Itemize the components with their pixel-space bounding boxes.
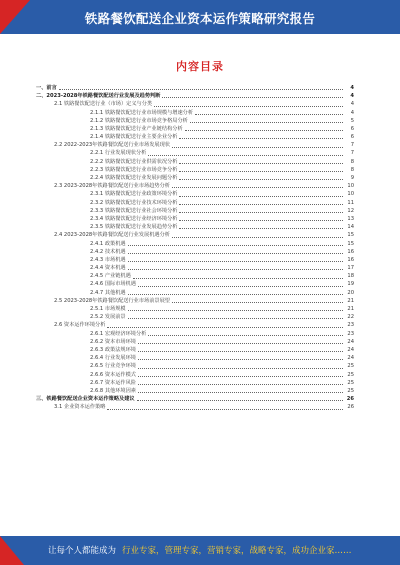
toc-entry[interactable] <box>36 330 354 338</box>
toc-entry-label: 2.4 2023-2028年铁路餐饮配送行业发展机遇分析 <box>54 232 170 239</box>
toc-entry[interactable] <box>36 387 354 395</box>
toc-entry-label: 2.5.2 发展前景 <box>90 314 126 321</box>
toc-entry-label: 2.2 2022-2023年铁路餐饮配送行业市场发展现状 <box>54 142 170 149</box>
toc-leader-dots <box>195 114 343 115</box>
toc-entry-label: 2.1.2 铁路餐饮配送行业市场竞争格局分析 <box>90 117 188 124</box>
toc-entry-label: 2.2.2 铁路餐饮配送行业供需状况分析 <box>90 158 178 165</box>
toc-leader-dots <box>179 212 343 213</box>
toc-leader-dots <box>154 106 343 107</box>
toc-entry-page: 11 <box>347 199 354 206</box>
toc-entry[interactable] <box>36 84 354 92</box>
toc-entry[interactable] <box>36 379 354 387</box>
toc-entry-page: 25 <box>347 379 354 386</box>
toc-entry[interactable] <box>36 231 354 239</box>
toc-entry[interactable] <box>36 199 354 207</box>
toc-entry[interactable] <box>36 264 354 272</box>
toc-entry[interactable] <box>36 117 354 125</box>
toc-leader-dots <box>59 89 343 90</box>
toc-entry-page: 9 <box>350 175 354 182</box>
toc-leader-dots <box>172 187 343 188</box>
toc-entry-label: 2.2.4 铁路餐饮配送行业发展问题分析 <box>90 175 178 182</box>
toc-entry-label: 2.4.6 国际市场机遇 <box>90 281 136 288</box>
toc-entry[interactable] <box>36 158 354 166</box>
toc-entry[interactable] <box>36 289 354 297</box>
toc-leader-dots <box>133 278 343 279</box>
toc-leader-dots <box>137 400 343 401</box>
table-of-contents <box>36 84 354 412</box>
toc-entry-label: 2.4.1 政策机遇 <box>90 240 126 247</box>
toc-entry-label: 二、2023-2028年铁路餐饮配送行业发展及趋势判断 <box>36 93 161 100</box>
toc-entry[interactable] <box>36 174 354 182</box>
toc-entry[interactable] <box>36 125 354 133</box>
toc-entry[interactable] <box>36 141 354 149</box>
toc-leader-dots <box>138 351 343 352</box>
report-title: 铁路餐饮配送企业资本运作策略研究报告 <box>84 11 316 26</box>
toc-entry-label: 2.4.7 其他机遇 <box>90 289 126 296</box>
toc-entry-label: 2.5.1 市场规模 <box>90 306 126 313</box>
toc-entry[interactable] <box>36 297 354 305</box>
toc-entry-page: 14 <box>347 224 354 231</box>
toc-entry-label: 2.6.5 行业竞争环境 <box>90 363 136 370</box>
toc-entry-page: 18 <box>347 273 354 280</box>
toc-leader-dots <box>138 359 343 360</box>
toc-leader-dots <box>138 286 343 287</box>
toc-leader-dots <box>172 302 343 303</box>
toc-entry[interactable] <box>36 100 354 108</box>
footer-slogan-right: 行业专家，管理专家，营销专家，战略专家，成功企业家…… <box>122 546 352 556</box>
toc-entry-label: 2.6.8 其他环境因素 <box>90 387 136 394</box>
toc-entry[interactable] <box>36 240 354 248</box>
toc-entry-page: 4 <box>350 84 354 91</box>
toc-entry-page: 8 <box>350 158 354 165</box>
toc-entry-page: 4 <box>350 93 354 100</box>
toc-entry[interactable] <box>36 248 354 256</box>
toc-entry-label: 2.6.3 政策法规环境 <box>90 346 136 353</box>
toc-entry-label: 2.4.4 资本机遇 <box>90 265 126 272</box>
toc-leader-dots <box>138 343 343 344</box>
toc-leader-dots <box>162 97 343 98</box>
toc-entry[interactable] <box>36 109 354 117</box>
toc-entry-label: 2.6 资本运作环境分析 <box>54 322 106 329</box>
toc-entry-page: 8 <box>350 166 354 173</box>
toc-leader-dots <box>179 196 343 197</box>
footer-bar <box>0 536 400 565</box>
toc-entry-label: 2.4.5 产业链机遇 <box>90 273 131 280</box>
toc-entry[interactable] <box>36 321 354 329</box>
toc-leader-dots <box>190 122 343 123</box>
toc-entry-label: 2.3.5 铁路餐饮配送行业发展趋势分析 <box>90 224 178 231</box>
toc-leader-dots <box>148 155 343 156</box>
toc-title: 内容目录 <box>176 60 224 73</box>
toc-entry-label: 2.3.3 铁路餐饮配送行业社会环境分析 <box>90 207 178 214</box>
header-bar <box>0 0 400 34</box>
toc-leader-dots <box>179 220 343 221</box>
toc-entry-page: 20 <box>347 289 354 296</box>
toc-entry-label: 2.6.4 行业发展环境 <box>90 355 136 362</box>
toc-entry-page: 6 <box>350 134 354 141</box>
toc-leader-dots <box>138 384 343 385</box>
toc-leader-dots <box>107 409 343 410</box>
toc-leader-dots <box>179 138 343 139</box>
toc-entry[interactable] <box>36 281 354 289</box>
toc-entry-page: 15 <box>347 232 354 239</box>
toc-leader-dots <box>128 245 343 246</box>
toc-entry[interactable] <box>36 133 354 141</box>
footer-red-stripe <box>0 536 24 565</box>
toc-leader-dots <box>179 204 343 205</box>
toc-entry-label: 一、前言 <box>36 84 57 91</box>
toc-entry-label: 2.6.2 资本市场环境 <box>90 338 136 345</box>
toc-entry-page: 24 <box>347 338 354 345</box>
toc-entry-page: 21 <box>347 297 354 304</box>
toc-entry[interactable] <box>36 313 354 321</box>
toc-entry-label: 2.1.1 铁路餐饮配送行业市场规模与增速分析 <box>90 109 194 116</box>
toc-entry[interactable] <box>36 256 354 264</box>
toc-entry[interactable] <box>36 354 354 362</box>
toc-entry-label: 2.2.1 行业发展现状分析 <box>90 150 147 157</box>
toc-leader-dots <box>128 269 343 270</box>
toc-entry-label: 三、铁路餐饮配送企业资本运作策略及建议 <box>36 396 135 403</box>
toc-entry[interactable] <box>36 272 354 280</box>
toc-entry-label: 2.5 2023-2028年铁路餐饮配送行业市场前景展望 <box>54 297 170 304</box>
toc-entry-page: 15 <box>347 240 354 247</box>
toc-entry-page: 7 <box>350 142 354 149</box>
toc-entry-label: 2.6.7 资本运作风险 <box>90 379 136 386</box>
toc-entry[interactable] <box>36 92 354 100</box>
toc-entry-page: 24 <box>347 355 354 362</box>
toc-entry-page: 4 <box>350 101 354 108</box>
footer-slogan-left: 让每个人都能成为 <box>48 546 117 556</box>
toc-entry-page: 25 <box>347 363 354 370</box>
toc-entry-page: 4 <box>350 109 354 116</box>
toc-leader-dots <box>128 294 343 295</box>
toc-entry-page: 17 <box>347 265 354 272</box>
toc-entry[interactable] <box>36 223 354 231</box>
toc-entry-page: 16 <box>347 248 354 255</box>
toc-entry-label: 2.3 2023-2028年铁路餐饮配送行业市场趋势分析 <box>54 183 170 190</box>
toc-entry-page: 10 <box>347 191 354 198</box>
toc-leader-dots <box>128 310 343 311</box>
toc-entry-label: 2.3.4 铁路餐饮配送行业经济环境分析 <box>90 215 178 222</box>
toc-entry-page: 13 <box>347 215 354 222</box>
toc-entry-page: 19 <box>347 281 354 288</box>
toc-entry[interactable] <box>36 190 354 198</box>
toc-leader-dots <box>107 327 343 328</box>
toc-entry-page: 22 <box>347 314 354 321</box>
toc-entry-page: 12 <box>347 207 354 214</box>
toc-entry-page: 21 <box>347 306 354 313</box>
toc-entry-label: 2.4.3 市场机遇 <box>90 256 126 263</box>
toc-entry-page: 7 <box>350 150 354 157</box>
toc-leader-dots <box>128 253 343 254</box>
toc-entry-page: 5 <box>350 117 354 124</box>
toc-entry-label: 2.6.6 资本运作模式 <box>90 371 136 378</box>
toc-entry-label: 2.1.3 铁路餐饮配送行业产业链结构分析 <box>90 125 183 132</box>
toc-entry-page: 16 <box>347 256 354 263</box>
toc-entry-page: 25 <box>347 387 354 394</box>
toc-leader-dots <box>128 261 343 262</box>
toc-entry-page: 10 <box>347 183 354 190</box>
toc-entry[interactable] <box>36 371 354 379</box>
toc-leader-dots <box>179 163 343 164</box>
toc-leader-dots <box>128 318 343 319</box>
toc-entry[interactable] <box>36 362 354 370</box>
toc-leader-dots <box>138 376 343 377</box>
toc-entry-page: 23 <box>347 322 354 329</box>
toc-entry[interactable] <box>36 150 354 158</box>
toc-entry-label: 2.4.2 技术机遇 <box>90 248 126 255</box>
toc-entry-page: 26 <box>346 396 354 403</box>
toc-entry[interactable] <box>36 395 354 403</box>
toc-leader-dots <box>179 228 343 229</box>
toc-entry-page: 25 <box>347 371 354 378</box>
toc-leader-dots <box>138 368 343 369</box>
toc-entry-label: 2.2.3 铁路餐饮配送行业市场竞争分析 <box>90 166 178 173</box>
toc-entry[interactable] <box>36 346 354 354</box>
toc-entry[interactable] <box>36 338 354 346</box>
toc-entry[interactable] <box>36 207 354 215</box>
toc-leader-dots <box>179 179 343 180</box>
toc-entry-label: 2.6.1 宏观经济环境分析 <box>90 330 147 337</box>
toc-entry[interactable] <box>36 403 354 411</box>
toc-entry[interactable] <box>36 182 354 190</box>
toc-entry-page: 6 <box>350 125 354 132</box>
toc-entry-page: 23 <box>347 330 354 337</box>
toc-entry-label: 2.3.1 铁路餐饮配送行业政策环境分析 <box>90 191 178 198</box>
toc-leader-dots <box>172 147 343 148</box>
toc-leader-dots <box>185 130 343 131</box>
toc-leader-dots <box>138 392 343 393</box>
toc-leader-dots <box>179 171 343 172</box>
toc-entry-page: 24 <box>347 346 354 353</box>
toc-entry-label: 2.3.2 铁路餐饮配送行业技术环境分析 <box>90 199 178 206</box>
toc-entry-label: 2.1.4 铁路餐饮配送行业主要企业分析 <box>90 134 178 141</box>
toc-entry-page: 26 <box>347 404 354 411</box>
toc-entry-label: 2.1 铁路餐饮配送行业（市场）定义与分类 <box>54 101 153 108</box>
toc-entry[interactable] <box>36 215 354 223</box>
toc-entry[interactable] <box>36 166 354 174</box>
toc-entry-label: 3.1 企业资本运作策略 <box>54 404 106 411</box>
toc-entry[interactable] <box>36 305 354 313</box>
toc-leader-dots <box>172 237 343 238</box>
toc-leader-dots <box>148 335 343 336</box>
